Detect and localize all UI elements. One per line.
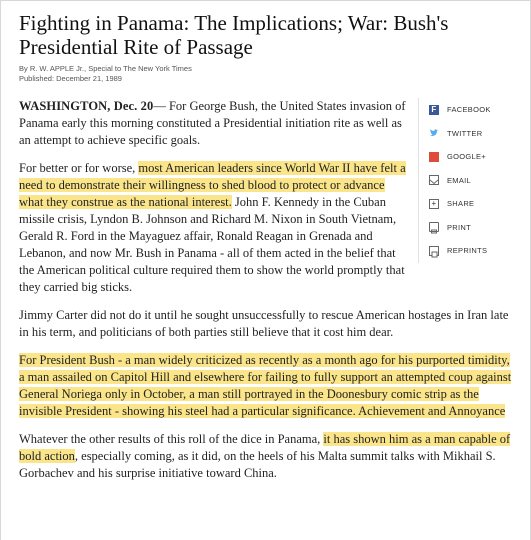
print-label: PRINT <box>447 222 471 232</box>
twitter-icon <box>429 128 439 138</box>
dateline: WASHINGTON, Dec. 20 <box>19 99 154 113</box>
google-plus-icon <box>429 152 439 162</box>
published-date: Published: December 21, 1989 <box>19 74 122 83</box>
paragraph-5-lead: Whatever the other results of this roll of the dice in Panama, <box>19 432 324 446</box>
paragraph-3: Jimmy Carter did not do it until he sought unsuccessfully to rescue American hostages in Iran late in his term, and politicians of both parties still believe that it cost him dear. <box>19 308 509 339</box>
highlighted-passage: it has shown him as a man capable of bold action <box>19 432 511 463</box>
reprints-label: REPRINTS <box>447 246 488 256</box>
highlighted-passage: most American leaders since World War II have felt a need to demonstrate their willingness to shed blood to protect or advance what they construe as the national interest. <box>19 161 406 209</box>
email-icon <box>429 175 439 185</box>
share-email-label: EMAIL <box>447 175 472 185</box>
share-more-button[interactable] <box>419 192 516 216</box>
share-twitter-button[interactable] <box>419 122 516 146</box>
share-tools <box>418 98 516 263</box>
reprints-icon <box>429 246 439 256</box>
paragraph-2-text: John F. Kennedy in the Cuban missile crisis, Lyndon B. Johnson and Richard M. Nixon in South Vietnam, Gerald R. Ford in the Mayaguez affair, Ronald Reagan in Grenada and Lebanon, and now Mr. Bush in Panama - all of them acted in the belief that the American political culture required them to show the world promptly that they carried big sticks. <box>19 195 405 294</box>
print-button[interactable] <box>419 216 516 240</box>
highlighted-passage: For President Bush - a man widely criticized as recently as a month ago for his purported timidity, a man assailed on Capitol Hill and elsewhere for failing to fully support an attempted coup against General Noriega only in October, a man still portrayed in the Doonesbury comic strip as the invisible President - showing his steel had a particular significance. Achievement and Annoyance <box>19 353 512 418</box>
article-meta <box>19 64 192 84</box>
article-body <box>19 98 515 493</box>
share-twitter-label: TWITTER <box>447 128 483 138</box>
paragraph-2-lead: For better or for worse, <box>19 161 139 175</box>
paragraph-4 <box>19 352 515 420</box>
share-email-button[interactable] <box>419 169 516 193</box>
share-icon: + <box>429 199 439 209</box>
article-headline: Fighting in Panama: The Implications; War: Bush's Presidential Rite of Passage <box>19 11 449 59</box>
share-google-button[interactable] <box>419 145 516 169</box>
share-google-label: GOOGLE+ <box>447 152 486 162</box>
share-more-label: SHARE <box>447 199 475 209</box>
paragraph-5-text: , especially coming, as it did, on the heels of his Malta summit talks with Mikhail S. Gorbachev and his surprise initiative toward China. <box>19 449 496 480</box>
print-icon <box>429 222 439 232</box>
share-facebook-button[interactable] <box>419 98 516 122</box>
facebook-icon: F <box>429 105 439 115</box>
share-facebook-label: FACEBOOK <box>447 105 491 115</box>
paragraph-5 <box>19 431 515 482</box>
byline: By R. W. APPLE Jr., Special to The New York Times <box>19 64 192 73</box>
reprints-button[interactable] <box>419 239 516 263</box>
paragraph-1-text: — For George Bush, the United States invasion of Panama early this morning constituted a Presidential initiation rite as well as an attempt to achieve specific goals. <box>19 99 406 147</box>
